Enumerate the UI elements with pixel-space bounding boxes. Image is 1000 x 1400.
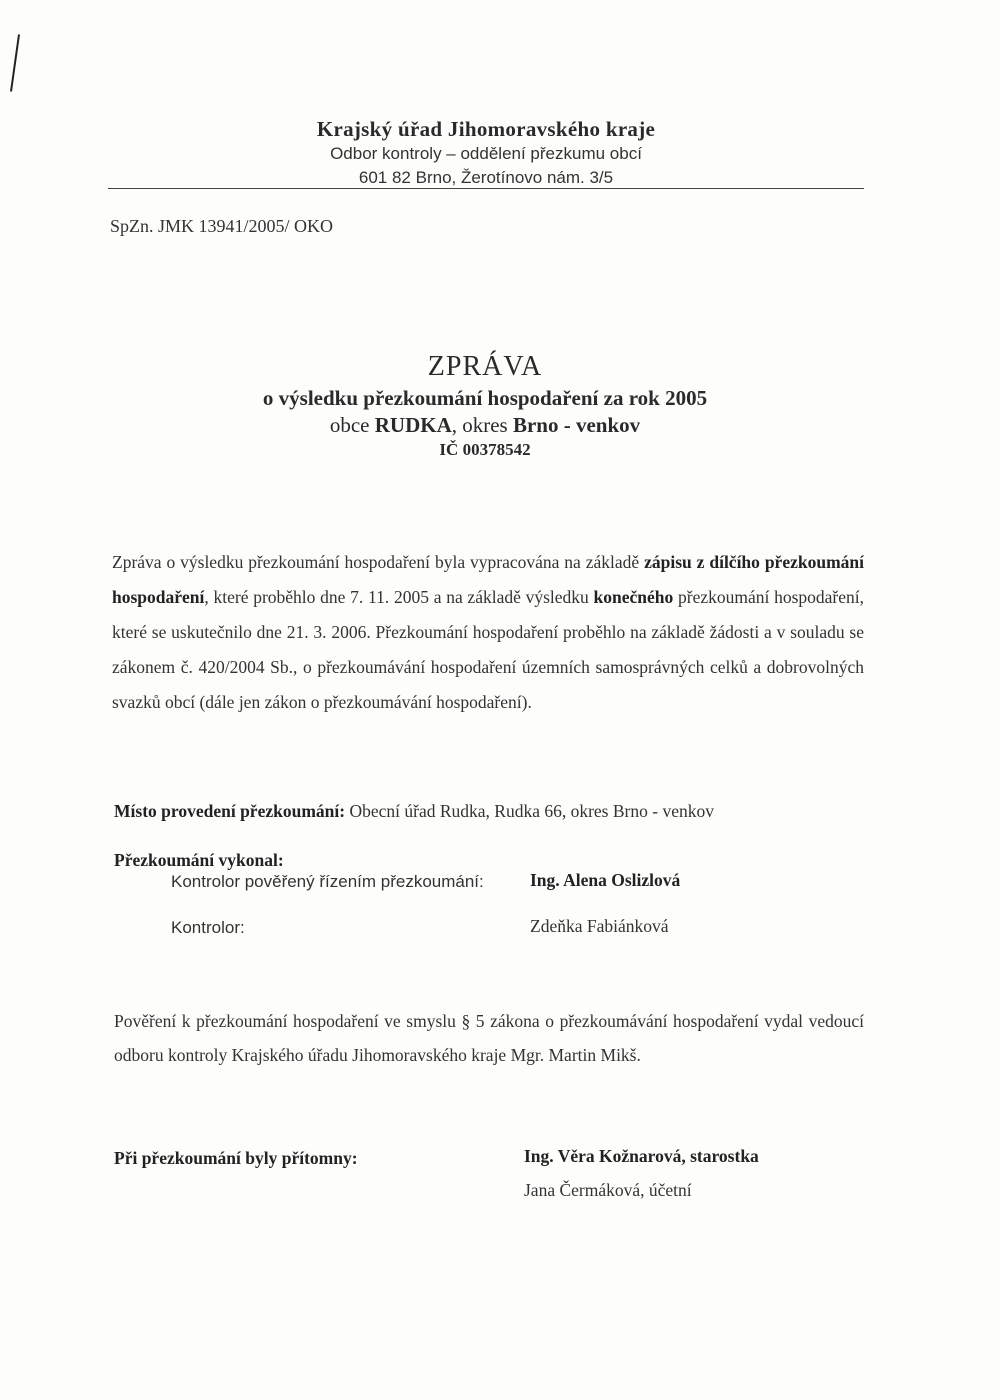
performed-by-label: Přezkoumání vykonal: — [114, 850, 284, 870]
office-address: 601 82 Brno, Žerotínovo nám. 3/5 — [358, 168, 614, 187]
controller-label: Kontrolor: — [171, 918, 245, 937]
report-subtitle: o výsledku přezkoumání hospodaření za rok 2005 — [262, 386, 708, 410]
intro-text-1: Zpráva o výsledku přezkoumání hospodaření byla vypracována na základě — [112, 552, 645, 572]
reference-number: SpZn. JMK 13941/2005/ OKO — [110, 216, 334, 236]
intro-bold-1: zápisu z dílčího přezkoumání hospodaření — [112, 552, 864, 607]
municipality-prefix: obce — [329, 413, 370, 437]
intro-paragraph — [112, 545, 864, 720]
report-title-block — [100, 350, 870, 461]
company-id: IČ 00378542 — [439, 440, 531, 459]
lead-controller-name: Ing. Alena Oslizlová — [530, 870, 681, 890]
present-label: Při přezkoumání byly přítomny: — [114, 1148, 358, 1168]
municipality-name: RUDKA — [374, 413, 452, 437]
present-person-1: Ing. Věra Kožnarová, starostka — [524, 1146, 759, 1166]
intro-bold-2: konečného — [593, 587, 674, 607]
report-title: ZPRÁVA — [427, 351, 543, 382]
lead-controller-label: Kontrolor pověřený řízením přezkoumání: — [171, 872, 484, 891]
intro-text-3: přezkoumání hospodaření, které se uskutečnilo dne 21. 3. 2006. Přezkoumání hospodaření proběhlo na základě žádosti a v souladu se zákonem č. 420/2004 Sb., o přezkoumávání hospodaření územních samosprávných celků a dobrovolných svazků obcí (dále jen zákon o přezkoumávání hospodaření). — [112, 587, 864, 712]
handwritten-mark — [10, 34, 20, 92]
present-person-2: Jana Čermáková, účetní — [524, 1180, 692, 1200]
review-place — [114, 801, 714, 822]
letterhead — [108, 116, 864, 190]
district-name: Brno - venkov — [512, 413, 641, 437]
department-name: Odbor kontroly – oddělení přezkumu obcí — [330, 144, 642, 163]
municipality-line — [100, 412, 870, 439]
controller-name: Zdeňka Fabiánková — [530, 916, 669, 936]
header-divider — [108, 188, 864, 189]
district-prefix: , okres — [451, 413, 508, 437]
place-label: Místo provedení přezkoumání: — [114, 801, 346, 821]
intro-text-2: , které proběhlo dne 7. 11. 2005 a na základě výsledku — [204, 587, 594, 607]
place-value: Obecní úřad Rudka, Rudka 66, okres Brno - venkov — [345, 801, 714, 821]
office-name: Krajský úřad Jihomoravského kraje — [316, 117, 656, 141]
authorization-paragraph: Pověření k přezkoumání hospodaření ve smyslu § 5 zákona o přezkoumávání hospodaření vydal vedoucí odboru kontroly Krajského úřadu Jihomoravského kraje Mgr. Martin Mikš. — [114, 1011, 864, 1065]
